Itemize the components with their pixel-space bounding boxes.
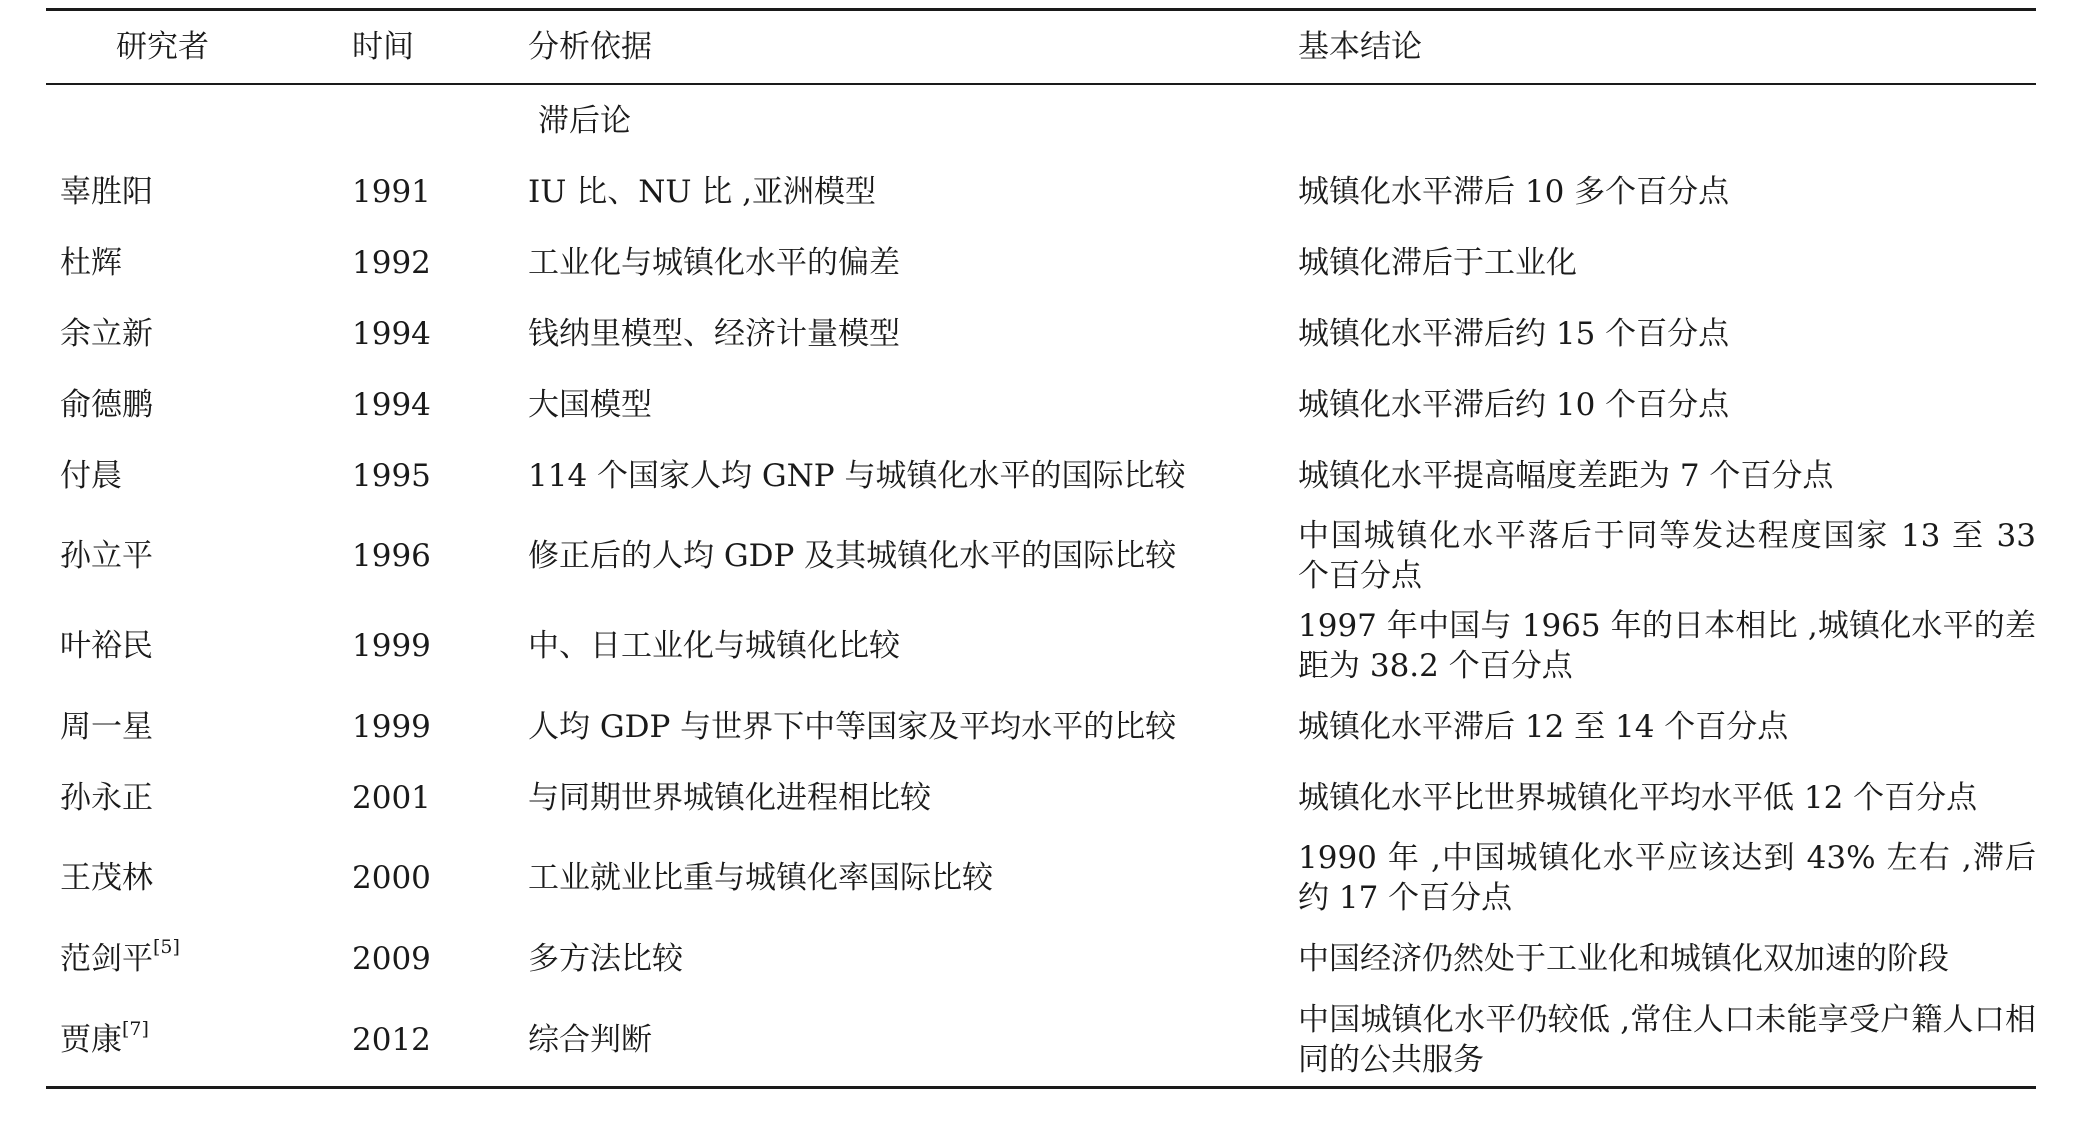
researcher-name: 周一星 [60,708,153,745]
table-row [46,923,2036,994]
table-row [46,994,2036,1088]
year-cell: 1994 [352,315,431,352]
researcher-name: 余立新 [60,315,153,352]
table-row [46,369,2036,440]
basis-cell: 钱纳里模型、经济计量模型 [528,315,900,352]
year-cell: 1999 [352,708,431,745]
conclusion-cell: 城镇化水平提高幅度差距为 7 个百分点 [1298,457,1834,494]
year-cell: 2000 [352,860,431,896]
conclusion-cell: 城镇化水平滞后 10 多个百分点 [1298,173,1730,210]
year-cell: 1992 [352,244,431,281]
researcher-name: 叶裕民 [60,628,153,664]
basis-cell: 修正后的人均 GDP 及其城镇化水平的国际比较 [528,538,1177,574]
researcher-cell [46,298,352,369]
year-cell: 2012 [352,1022,431,1058]
researcher-name: 辜胜阳 [60,173,153,210]
table-row [46,511,2036,601]
researcher-cell [46,440,352,511]
researcher-cell [46,511,352,601]
researcher-name: 王茂林 [60,860,153,896]
section-label: 滞后论 [538,102,631,139]
researcher-name: 贾康 [60,1022,122,1058]
basis-cell: 综合判断 [528,1022,652,1058]
header-row [46,10,2036,85]
basis-cell: 114 个国家人均 GNP 与城镇化水平的国际比较 [528,457,1186,494]
researcher-cell [46,156,352,227]
basis-cell: 中、日工业化与城镇化比较 [528,628,900,664]
researcher-name: 孙永正 [60,779,153,816]
basis-cell: 大国模型 [528,386,652,423]
year-cell: 1994 [352,386,431,423]
literature-table [46,8,2036,1089]
basis-cell: 人均 GDP 与世界下中等国家及平均水平的比较 [528,708,1177,745]
basis-cell: IU 比、NU 比 ,亚洲模型 [528,173,877,210]
conclusion-cell: 1990 年 ,中国城镇化水平应该达到 43% 左右 ,滞后约 17 个百分点 [1298,840,2036,916]
conclusion-cell: 中国城镇化水平落后于同等发达程度国家 13 至 33 个百分点 [1298,518,2036,594]
conclusion-cell: 城镇化水平比世界城镇化平均水平低 12 个百分点 [1298,779,1978,816]
table-row [46,298,2036,369]
researcher-cell [46,923,352,994]
basis-cell: 多方法比较 [528,940,683,977]
year-cell: 1996 [352,538,431,574]
year-cell: 1995 [352,457,431,494]
basis-cell: 工业就业比重与城镇化率国际比较 [528,860,993,896]
basis-cell: 工业化与城镇化水平的偏差 [528,244,900,281]
header-time: 时间 [352,29,414,65]
researcher-name: 杜辉 [60,244,122,281]
researcher-name: 俞德鹏 [60,386,153,423]
researcher-cell [46,691,352,762]
researcher-cell [46,994,352,1088]
year-cell: 2001 [352,779,431,816]
table-row [46,440,2036,511]
conclusion-cell: 中国城镇化水平仍较低 ,常住人口未能享受户籍人口相同的公共服务 [1298,1002,2036,1078]
table-row [46,762,2036,833]
citation-ref: [7] [122,1017,149,1040]
year-cell: 1991 [352,173,431,210]
table-body [46,84,2036,1088]
researcher-cell [46,369,352,440]
conclusion-cell: 城镇化水平滞后 12 至 14 个百分点 [1298,708,1789,745]
section-row [46,84,2036,156]
researcher-cell [46,762,352,833]
conclusion-cell: 中国经济仍然处于工业化和城镇化双加速的阶段 [1298,940,1949,977]
header-basis: 分析依据 [528,29,652,65]
year-cell: 1999 [352,628,431,664]
conclusion-cell: 1997 年中国与 1965 年的日本相比 ,城镇化水平的差距为 38.2 个百分点 [1298,608,2036,684]
header-researcher: 研究者 [116,29,209,65]
citation-ref: [5] [153,936,180,959]
literature-table-container [46,8,2036,1089]
table-header [46,10,2036,85]
table-row [46,691,2036,762]
researcher-cell [46,833,352,923]
table-row [46,227,2036,298]
researcher-name: 范剑平 [60,940,153,977]
conclusion-cell: 城镇化水平滞后约 10 个百分点 [1298,386,1730,423]
researcher-cell [46,227,352,298]
basis-cell: 与同期世界城镇化进程相比较 [528,779,931,816]
researcher-cell [46,601,352,691]
table-row [46,833,2036,923]
header-conclusion: 基本结论 [1298,29,1422,65]
researcher-name: 孙立平 [60,538,153,574]
conclusion-cell: 城镇化滞后于工业化 [1298,244,1577,281]
year-cell: 2009 [352,940,431,977]
table-row [46,601,2036,691]
table-row [46,156,2036,227]
conclusion-cell: 城镇化水平滞后约 15 个百分点 [1298,315,1730,352]
researcher-name: 付晨 [60,457,122,494]
